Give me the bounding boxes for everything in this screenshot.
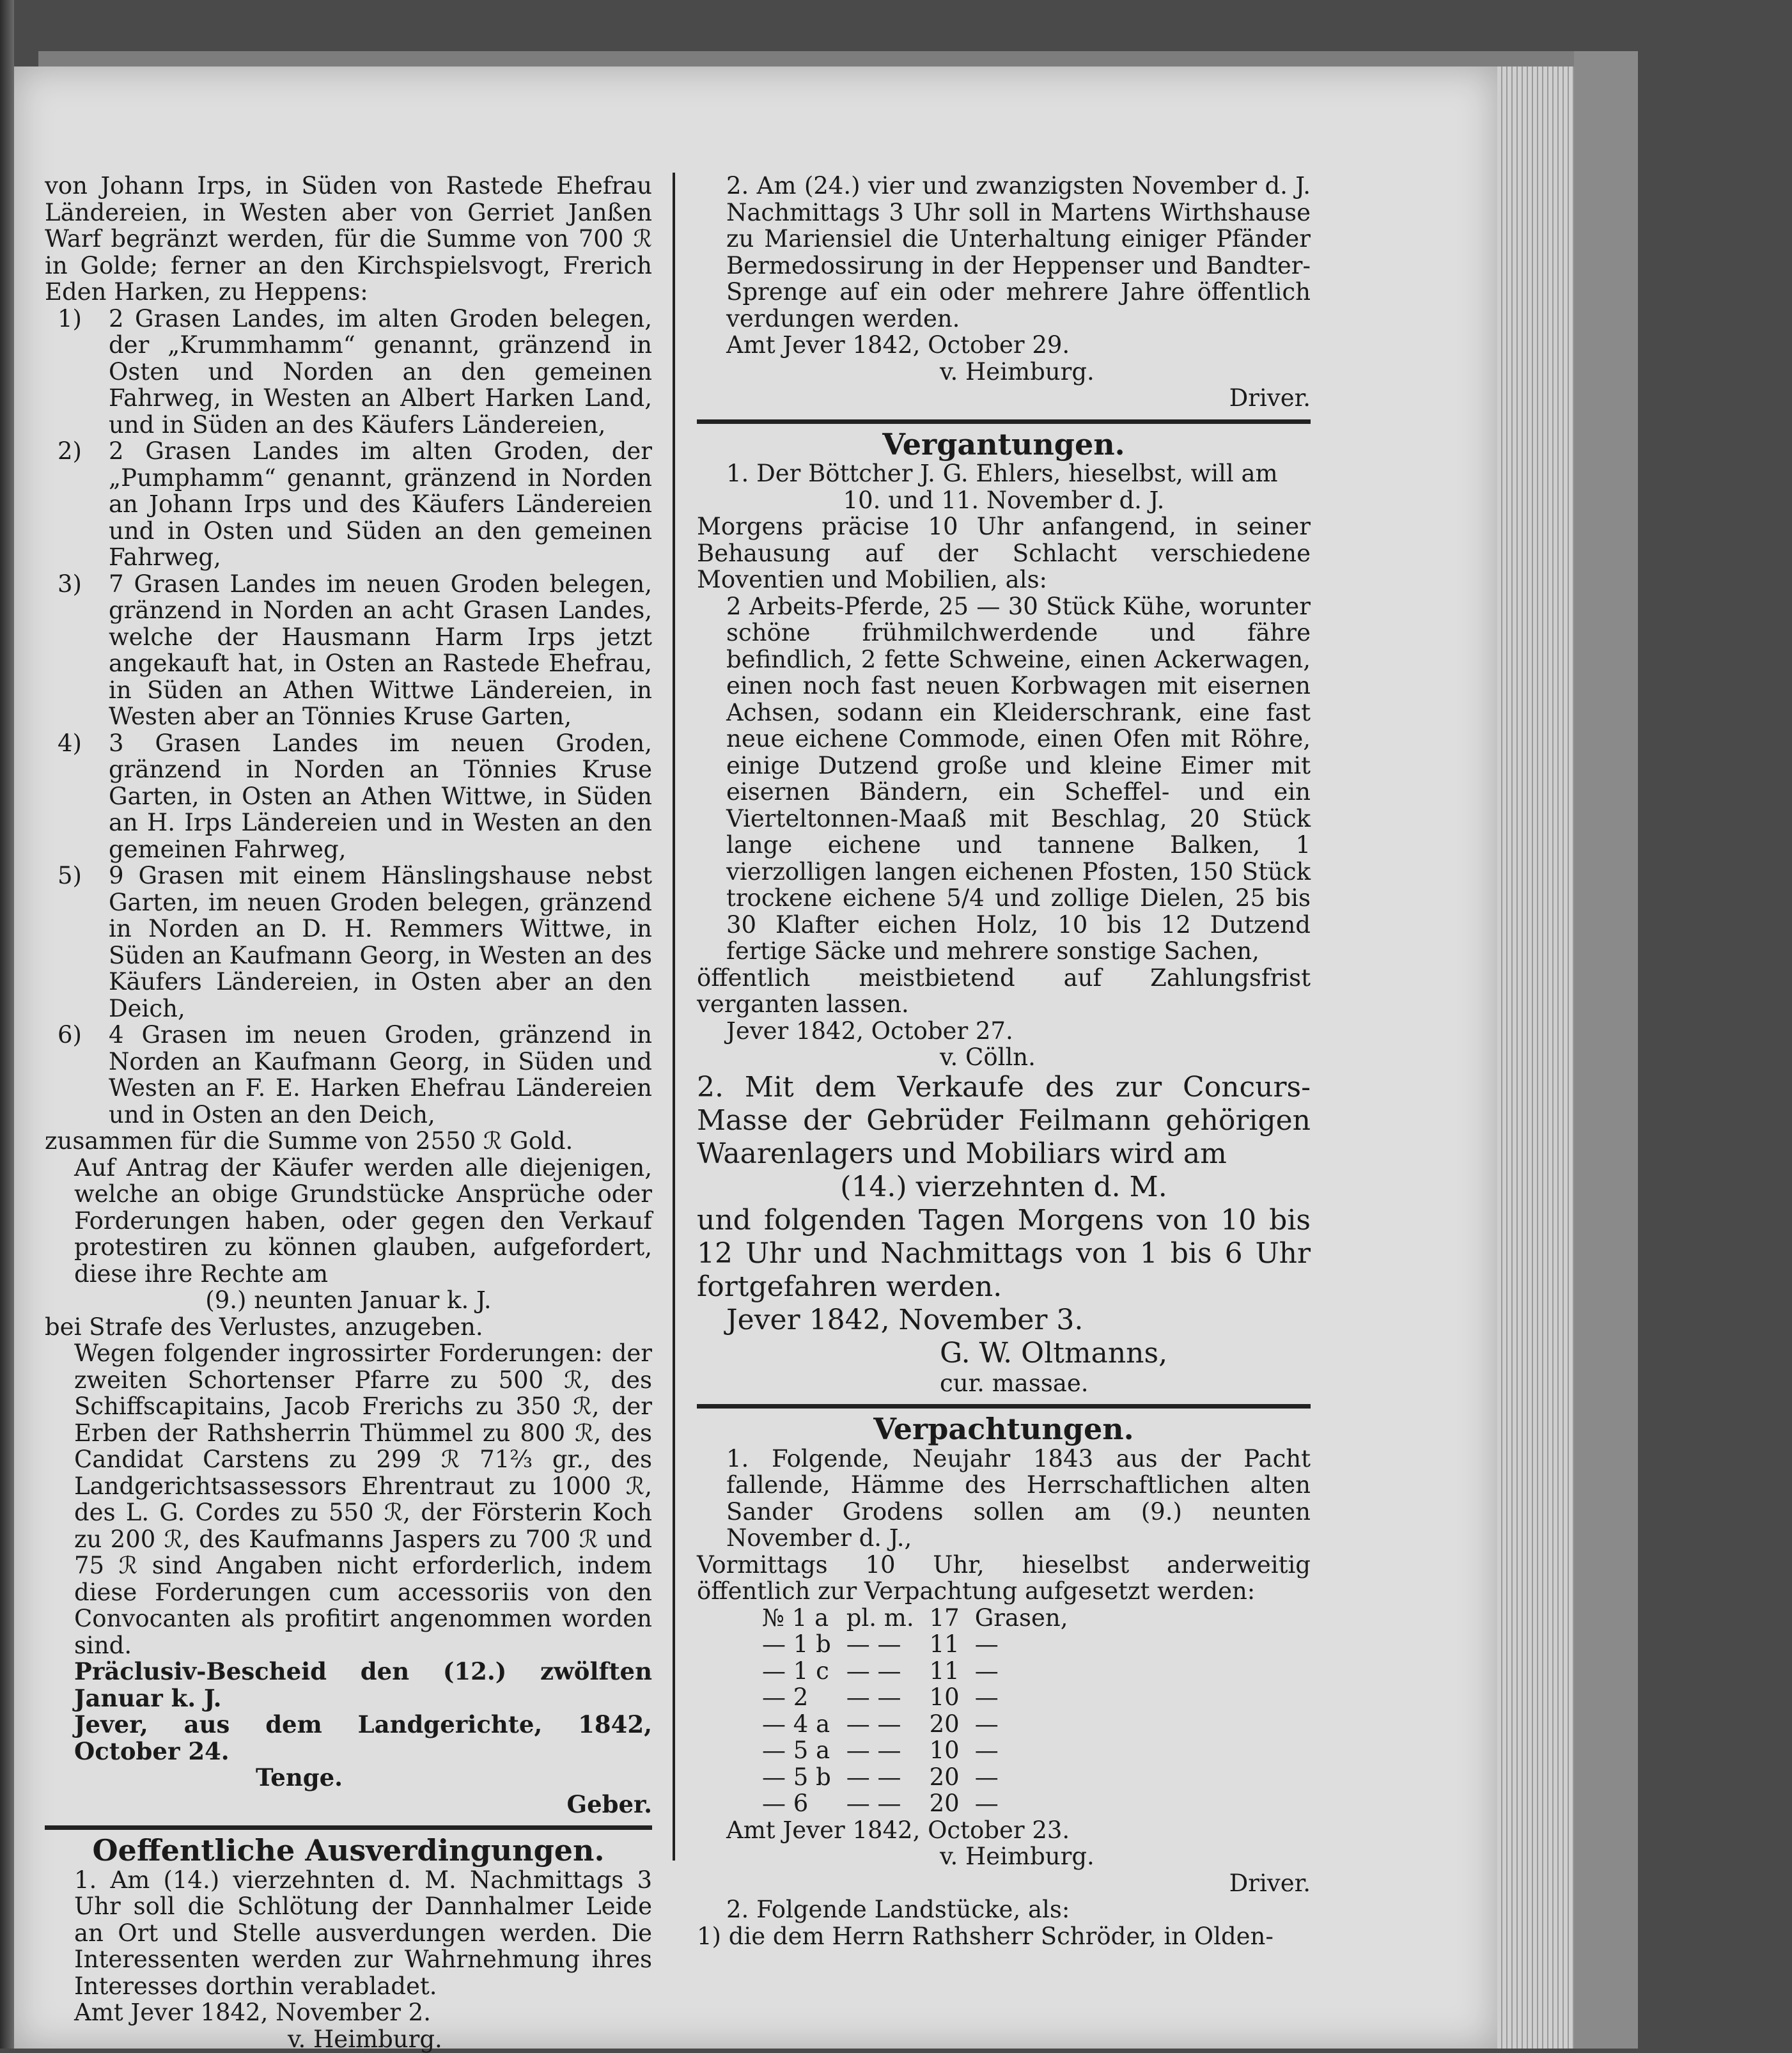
lot-measure: — xyxy=(974,1710,999,1738)
section-heading: Verpachtungen. xyxy=(873,1412,1134,1446)
table-row xyxy=(754,1711,1076,1738)
section-rule xyxy=(697,1404,1311,1409)
lot-unit: — — xyxy=(846,1683,901,1711)
item-number: 5) xyxy=(58,862,82,889)
lot-unit: pl. m. xyxy=(846,1604,914,1632)
lot-size: 20 xyxy=(929,1710,960,1738)
lot-measure: — xyxy=(974,1763,999,1791)
lots-table xyxy=(754,1605,1076,1817)
book-binding-edge xyxy=(0,0,14,2049)
notice-paragraph: 2. Am (24.) vier und zwanzigsten November d. J. Nachmittags 3 Uhr soll in Martens Wirthshause zu Mariensiel die Unterhaltung einiger Pfänder Bermedossirung in der Heppenser und Bandter-Sprenge auf ein oder mehrere Jahre öffentlich verdungen werden. xyxy=(726,172,1311,332)
item-text: 4 Grasen im neuen Groden, gränzend in Norden an Kaufmann Georg, in Süden und Westen an F. E. Harken Ehefrau Ländereien und in Osten an den Deich, xyxy=(109,1021,652,1128)
lot-number: — 4 a xyxy=(762,1710,830,1738)
table-row xyxy=(754,1605,1076,1632)
place-date: Jever 1842, October 27. xyxy=(726,1017,1013,1045)
right-column xyxy=(697,173,1311,1949)
signer-name-2: Driver. xyxy=(1229,384,1311,412)
lot-size: 10 xyxy=(929,1737,960,1764)
claims-paragraph: Wegen folgender ingrossirter Forderungen: der zweiten Schortenser Pfarre zu 500 ℛ, des Schiffscapitains, Jacob Frerichs zu 350 ℛ, der Erben der Rathsherrin Thümmel zu 800 ℛ, des Candidat Carstens zu 299 ℛ 71⅔ gr., des Landgerichtsassessors Ehrentraut zu 1000 ℛ, des L. G. Cordes zu 550 ℛ, der Försterin Koch zu 200 ℛ, des Kaufmanns Jaspers zu 700 ℛ und 75 ℛ sind Angaben nicht erforderlich, indem diese Forderungen cum accessoriis von den Convocanten als profitirt angenommen worden sind. xyxy=(74,1339,652,1659)
item-text: 2 Grasen Landes im alten Groden, der „Pumphamm“ genannt, gränzend in Norden an Johann Irps und des Käufers Ländereien und in Osten und Süden an den gemeinen Fahrweg, xyxy=(109,437,652,571)
signer-name: v. Cölln. xyxy=(940,1043,1036,1071)
place-date: Amt Jever 1842, October 29. xyxy=(726,331,1070,359)
verpachtung-text: Vormittags 10 Uhr, hieselbst anderweitig öffentlich zur Verpachtung aufgesetzt werden: xyxy=(697,1550,1311,1605)
lot-number: — 5 a xyxy=(762,1737,830,1764)
lot-number: № 1 a xyxy=(762,1604,829,1632)
list-item xyxy=(45,730,652,863)
lot-measure: — xyxy=(974,1683,999,1711)
list-item xyxy=(45,438,652,571)
landstuecke-item: 1) die dem Herrn Rathsherr Schröder, in Olden- xyxy=(697,1922,1274,1950)
verpachtung-intro: 1. Folgende, Neujahr 1843 aus der Pacht fallende, Hämme des Herrschaftlichen alten Sander Grodens sollen am (9.) neunten November d. J., xyxy=(726,1444,1311,1552)
ausverdingung-paragraph: 1. Am (14.) vierzehnten d. M. Nachmittags 3 Uhr soll die Schlötung der Dannhalmer Leide an Ort und Stelle ausverdungen werden. Die Interessenten werden zur Wahrnehmung ihres Interesses dorthin verabladet. xyxy=(74,1866,652,2000)
lot-size: 10 xyxy=(929,1683,960,1711)
lot-size: 11 xyxy=(929,1630,960,1658)
section-heading: Oeffentliche Ausverdingungen. xyxy=(92,1833,605,1868)
lot-size: 20 xyxy=(929,1790,960,1817)
item-text: 2 Grasen Landes, im alten Groden belegen, der „Krummhamm“ genannt, gränzend in Osten und Norden an den gemeinen Fahrweg, in Westen an Albert Harken Land, und in Süden an des Käufers Ländereien, xyxy=(109,304,652,439)
item-number: 2) xyxy=(58,437,82,465)
table-row xyxy=(754,1658,1076,1685)
vergantung-items: 2 Arbeits-Pferde, 25 — 30 Stück Kühe, worunter schöne frühmilchwerdende und fähre befindlich, 2 fette Schweine, einen Ackerwagen, einen noch fast neuen Korbwagen mit eisernen Achsen, sodann ein Kleiderschrank, eine fast neue eichene Commode, einen Ofen mit Röhre, einige Dutzend große und kleine Eimer mit eisernen Bändern, ein Scheffel- und ein Vierteltonnen-Maaß mit Beschlag, 20 Stück lange eichene und tannene Balken, 1 vierzolligen langen eichenen Pfosten, 150 Stück trockene eichene 5/4 und zollige Dielen, 25 bis 30 Klafter eichen Holz, 10 bis 12 Dutzend fertige Säcke und mehrere sonstige Sachen, xyxy=(726,592,1311,965)
lot-unit: — — xyxy=(846,1657,901,1685)
signer-name: v. Heimburg. xyxy=(940,1843,1095,1870)
item-text: 7 Grasen Landes im neuen Groden belegen, gränzend in Norden an acht Grasen Landes, welche der Hausmann Harm Irps jetzt angekauft hat, in Osten an Rastede Ehefrau, in Süden an Athen Wittwe Ländereien, in Westen aber an Tönnies Kruse Garten, xyxy=(109,570,652,730)
concurs-paragraph: 2. Mit dem Verkaufe des zur Concurs-Masse der Gebrüder Feilmann gehörigen Waarenlagers und Mobiliars wird am xyxy=(697,1070,1311,1170)
page-stack-edge xyxy=(1497,66,1574,2049)
lot-measure: — xyxy=(974,1737,999,1764)
left-column xyxy=(45,173,652,2052)
vergantung-end: öffentlich meistbietend auf Zahlungsfrist verganten lassen. xyxy=(697,964,1311,1018)
list-item xyxy=(45,306,652,439)
request-paragraph: Auf Antrag der Käufer werden alle diejenigen, welche an obige Grundstücke Ansprüche oder Forderungen haben, oder gegen den Verkauf protestiren zu können glauben, aufgefordert, diese ihre Rechte am xyxy=(74,1153,652,1288)
place-date: Amt Jever 1842, October 23. xyxy=(726,1816,1070,1844)
place-date: Jever 1842, November 3. xyxy=(726,1303,1084,1336)
vergantung-date: 10. und 11. November d. J. xyxy=(843,486,1165,514)
penalty-line: bei Strafe des Verlustes, anzugeben. xyxy=(45,1313,483,1341)
lot-measure: Grasen, xyxy=(974,1604,1068,1632)
lot-number: — 6 xyxy=(762,1790,809,1817)
landstuecke-intro: 2. Folgende Landstücke, als: xyxy=(726,1896,1070,1923)
lot-number: — 1 c xyxy=(762,1657,829,1685)
table-row xyxy=(754,1790,1076,1817)
item-number: 4) xyxy=(58,729,82,757)
lot-unit: — — xyxy=(846,1737,901,1764)
preclusive-line: Präclusiv-Bescheid den (12.) zwölften Januar k. J. xyxy=(74,1657,652,1712)
sum-line: zusammen für die Summe von 2550 ℛ Gold. xyxy=(45,1127,573,1155)
list-item xyxy=(45,1022,652,1128)
lot-number: — 2 xyxy=(762,1683,809,1711)
lot-size: 11 xyxy=(929,1657,960,1685)
lot-unit: — — xyxy=(846,1790,901,1817)
deadline-date: (9.) neunten Januar k. J. xyxy=(205,1286,492,1314)
court-place-date: Jever, aus dem Landgerichte, 1842, October 24. xyxy=(74,1710,652,1765)
table-row xyxy=(754,1684,1076,1711)
lot-unit: — — xyxy=(846,1630,901,1658)
concurs-date: (14.) vierzehnten d. M. xyxy=(840,1170,1167,1203)
lot-unit: — — xyxy=(846,1763,901,1791)
item-text: 3 Grasen Landes im neuen Groden, gränzend in Norden an Tönnies Kruse Garten, in Osten an Athen Wittwe, in Süden an H. Irps Ländereien und in Westen an den gemeinen Fahrweg, xyxy=(109,729,652,863)
signer-name: G. W. Oltmanns, xyxy=(940,1336,1168,1370)
section-rule xyxy=(45,1825,652,1830)
signer-name: v. Heimburg. xyxy=(940,357,1095,386)
lot-size: 20 xyxy=(929,1763,960,1791)
lot-unit: — — xyxy=(846,1710,901,1738)
signer-name-2: Driver. xyxy=(1229,1869,1311,1897)
table-row xyxy=(754,1737,1076,1764)
place-date: Amt Jever 1842, November 2. xyxy=(74,1999,431,2026)
list-item xyxy=(45,571,652,730)
table-row xyxy=(754,1764,1076,1791)
signer-title: cur. massae. xyxy=(940,1369,1089,1397)
signer-name: Tenge. xyxy=(256,1763,343,1791)
lot-measure: — xyxy=(974,1630,999,1658)
lot-measure: — xyxy=(974,1657,999,1685)
item-number: 6) xyxy=(58,1021,82,1049)
column-divider xyxy=(673,173,675,1861)
section-rule xyxy=(697,419,1311,424)
table-row xyxy=(754,1631,1076,1658)
book-cover-right xyxy=(1574,51,1638,2049)
item-number: 1) xyxy=(58,304,82,332)
item-text: 9 Grasen mit einem Hänslingshause nebst Garten, im neuen Groden belegen, gränzend in Norden an D. H. Remmers Wittwe, in Süden an Kaufmann Georg, in Westen an des Käufers Ländereien, in Osten aber an den Deich, xyxy=(109,862,652,1022)
concurs-paragraph-2: und folgenden Tagen Morgens von 10 bis 12 Uhr und Nachmittags von 1 bis 6 Uhr fortgefahren werden. xyxy=(697,1203,1311,1303)
lot-number: — 1 b xyxy=(762,1630,831,1658)
signer-name-2: Geber. xyxy=(566,1790,652,1818)
vergantung-intro: 1. Der Böttcher J. G. Ehlers, hieselbst, will am xyxy=(726,460,1278,487)
signer-name: v. Heimburg. xyxy=(288,2025,442,2053)
list-item xyxy=(45,863,652,1022)
item-number: 3) xyxy=(58,570,82,598)
lot-number: — 5 b xyxy=(762,1763,831,1791)
intro-paragraph: von Johann Irps, in Süden von Rastede Ehefrau Ländereien, in Westen aber von Gerriet Janßen Warf begränzt werden, für die Summe von 700 ℛ in Golde; ferner an den Kirchspielsvogt, Frerich Eden Harken, zu Heppens: xyxy=(45,172,652,306)
vergantung-text: Morgens präcise 10 Uhr anfangend, in seiner Behausung auf der Schlacht verschiedene Moventien und Mobilien, als: xyxy=(697,513,1311,593)
lot-size: 17 xyxy=(929,1604,960,1632)
section-heading: Vergantungen. xyxy=(882,426,1125,462)
lot-measure: — xyxy=(974,1790,999,1817)
